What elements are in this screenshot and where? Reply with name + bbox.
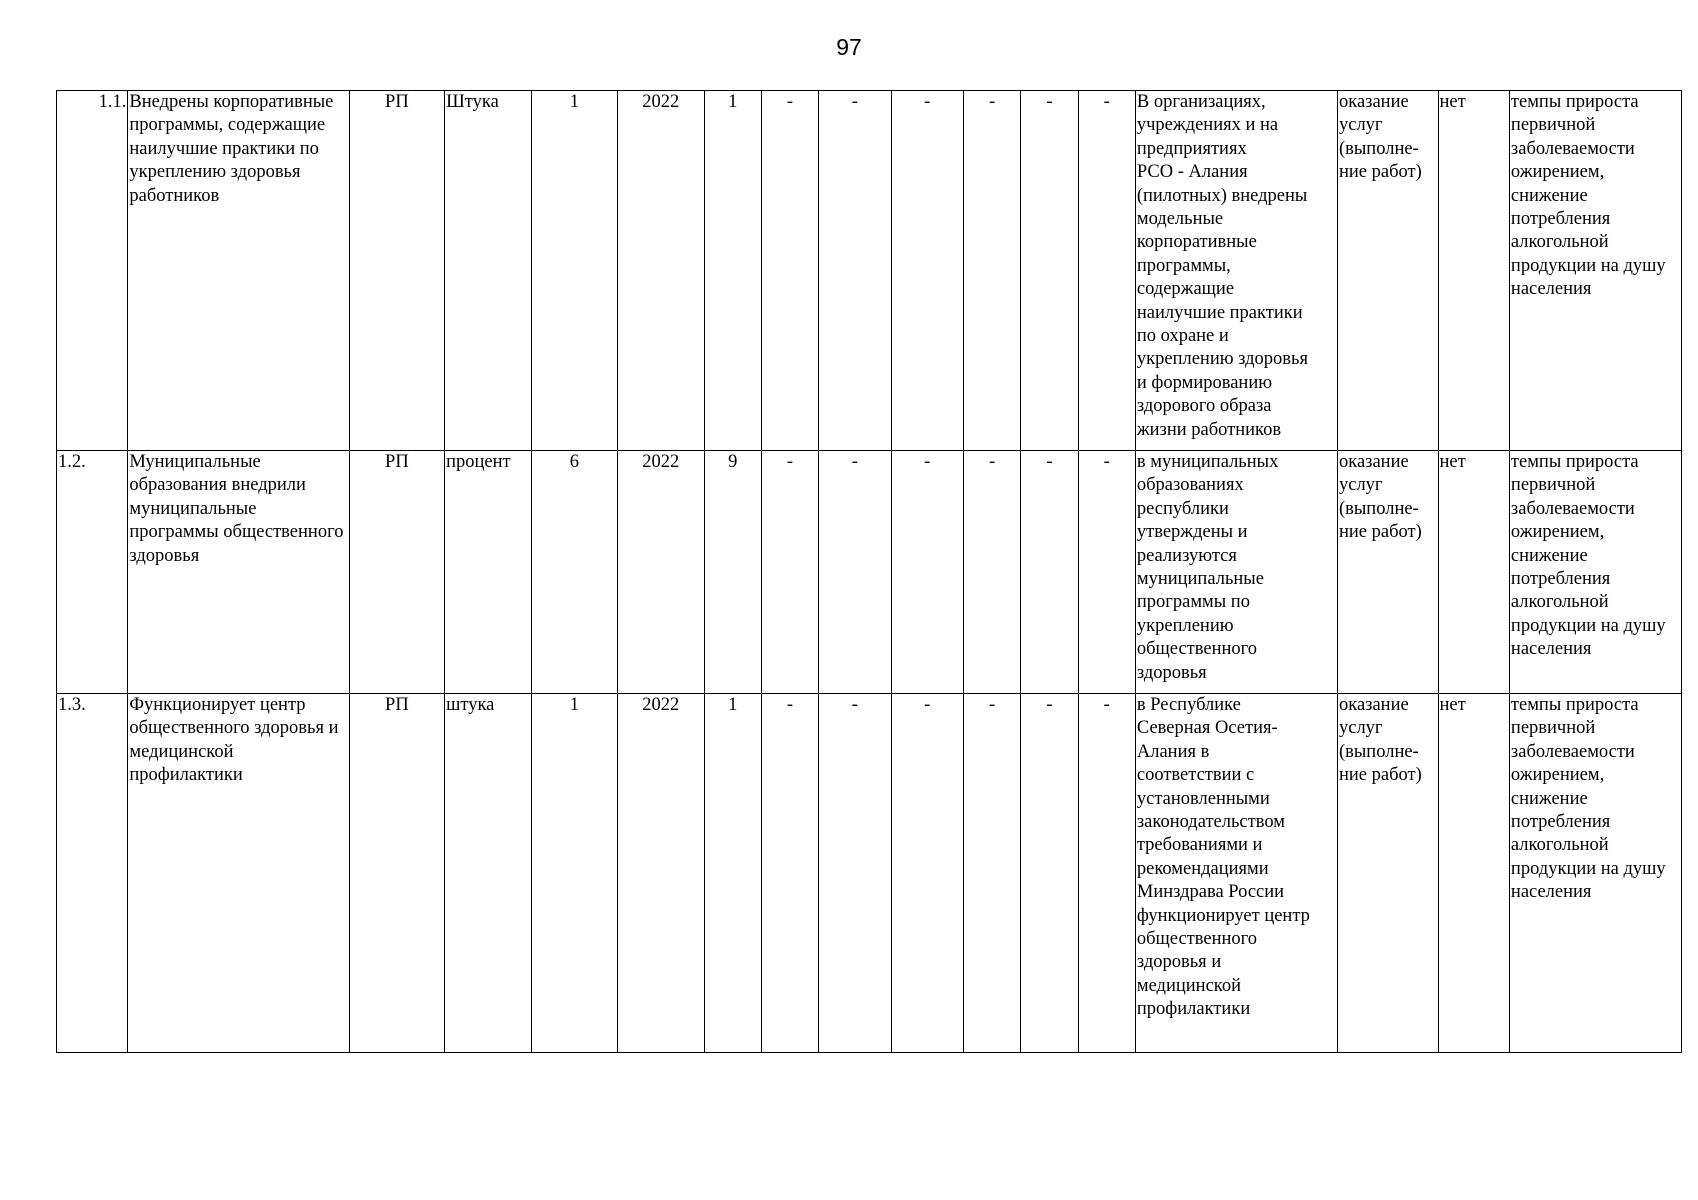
table-row xyxy=(57,694,1682,1053)
level-cell: РП xyxy=(349,451,445,694)
value-cell: - xyxy=(819,91,891,451)
base-year-cell: 2022 xyxy=(618,451,704,694)
level-cell: РП xyxy=(349,91,445,451)
result-type: оказание услуг (выполне- ние работ) xyxy=(1337,91,1438,451)
page-number: 97 xyxy=(836,34,862,60)
indicator-link: темпы прироста первичной заболеваемости ожирением, снижение потребления алкогольной продукции на душу населения xyxy=(1509,451,1681,694)
value-cell: - xyxy=(963,451,1020,694)
base-year-cell: 2022 xyxy=(618,91,704,451)
flag-cell: нет xyxy=(1438,451,1509,694)
value-cell: 1 xyxy=(704,694,761,1053)
value-cell: - xyxy=(891,451,963,694)
value-cell: - xyxy=(761,451,818,694)
value-cell: - xyxy=(1078,694,1135,1053)
base-value-cell: 6 xyxy=(531,451,617,694)
unit-cell: штука xyxy=(445,694,531,1053)
results-table xyxy=(56,90,1682,1053)
level-cell: РП xyxy=(349,694,445,1053)
row-number: 1.1. xyxy=(57,91,128,451)
value-cell: - xyxy=(1021,694,1078,1053)
value-cell: - xyxy=(1078,451,1135,694)
value-cell: - xyxy=(891,694,963,1053)
value-cell: - xyxy=(1021,451,1078,694)
value-cell: 9 xyxy=(704,451,761,694)
base-year-cell: 2022 xyxy=(618,694,704,1053)
indicator-link: темпы прироста первичной заболеваемости ожирением, снижение потребления алкогольной продукции на душу населения xyxy=(1509,91,1681,451)
indicator-link: темпы прироста первичной заболеваемости ожирением, снижение потребления алкогольной продукции на душу населения xyxy=(1509,694,1681,1053)
value-cell: - xyxy=(1078,91,1135,451)
row-number: 1.3. xyxy=(57,694,128,1053)
result-name: Муниципальные образования внедрили муниципальные программы общественного здоровья xyxy=(128,451,349,694)
table-row xyxy=(57,451,1682,694)
base-value-cell: 1 xyxy=(531,91,617,451)
result-type: оказание услуг (выполне- ние работ) xyxy=(1337,694,1438,1053)
value-cell: - xyxy=(1021,91,1078,451)
row-number: 1.2. xyxy=(57,451,128,694)
result-name: Внедрены корпоративные программы, содержащие наилучшие практики по укреплению здоровья работников xyxy=(128,91,349,451)
value-cell: - xyxy=(963,91,1020,451)
flag-cell: нет xyxy=(1438,694,1509,1053)
value-cell: - xyxy=(819,694,891,1053)
flag-cell: нет xyxy=(1438,91,1509,451)
table-row xyxy=(57,91,1682,451)
value-cell: 1 xyxy=(704,91,761,451)
value-cell: - xyxy=(819,451,891,694)
result-description: в муниципальных образованиях республики утверждены и реализуются муниципальные программы по укреплению общественного здоровья xyxy=(1135,451,1337,694)
value-cell: - xyxy=(891,91,963,451)
result-description: в Республике Северная Осетия- Алания в соответствии с установленными законодательством требованиями и рекомендациями Минздрава России функционирует центр общественного здоровья и медицинской профилактики xyxy=(1135,694,1337,1053)
base-value-cell: 1 xyxy=(531,694,617,1053)
unit-cell: процент xyxy=(445,451,531,694)
unit-cell: Штука xyxy=(445,91,531,451)
value-cell: - xyxy=(761,694,818,1053)
result-type: оказание услуг (выполне- ние работ) xyxy=(1337,451,1438,694)
result-name: Функционирует центр общественного здоровья и медицинской профилактики xyxy=(128,694,349,1053)
value-cell: - xyxy=(963,694,1020,1053)
result-description: В организациях, учреждениях и на предприятиях РСО - Алания (пилотных) внедрены модельные корпоративные программы, содержащие наилучшие практики по охране и укреплению здоровья и формированию здорового образа жизни работников xyxy=(1135,91,1337,451)
value-cell: - xyxy=(761,91,818,451)
